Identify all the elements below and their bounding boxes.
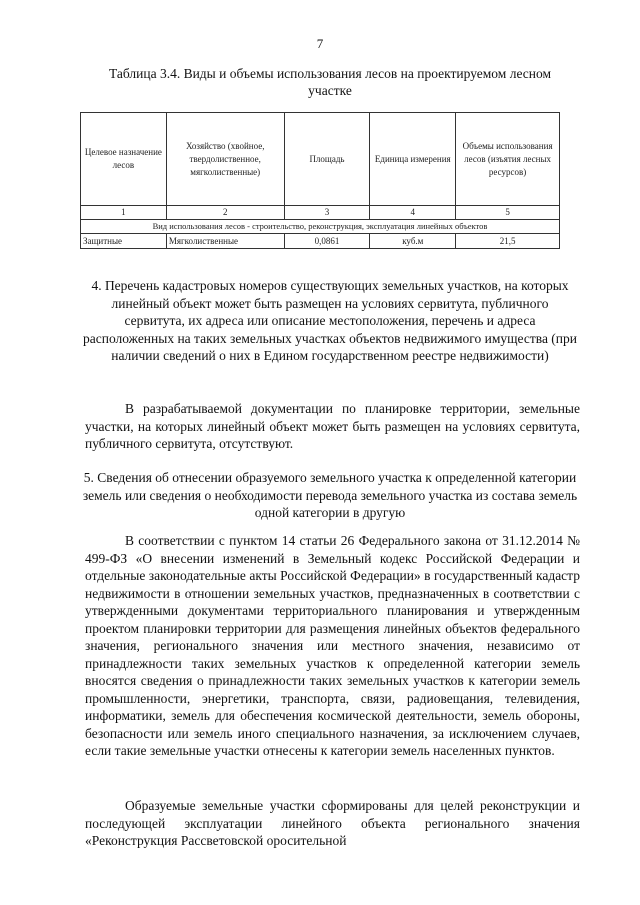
table-cell: Мягколиственные	[166, 234, 284, 249]
usage-type-row	[81, 220, 560, 234]
table-caption: Таблица 3.4. Виды и объемы использования лесов на проектируемом лесном участке	[108, 66, 552, 98]
table-cell: куб.м	[370, 234, 456, 249]
column-number: 4	[370, 206, 456, 220]
table-row	[81, 234, 560, 249]
column-number-row	[81, 206, 560, 220]
column-number: 1	[81, 206, 167, 220]
section-4-paragraph: В разрабатываемой документации по планировке территории, земельные участки, на которых линейный объект может быть размещен на условиях сервитута, публичного сервитута, отсутствуют.	[85, 401, 580, 451]
table-header-row	[81, 113, 560, 206]
header-cell: Целевое назначение лесов	[81, 113, 167, 206]
section-5-paragraph-1: В соответствии с пунктом 14 статьи 26 Федерального закона от 31.12.2014 № 499-ФЗ «О внесении изменений в Земельный кодекс Российской Федерации и отдельные законодательные акты Российской Федерации» в государственный кадастр недвижимости в отношении земельных участков, предназначенных в соответствии с утвержденными документами территориального планирования и утвержденным проектом планировки территории для размещения линейных объектов федерального значения, регионального значения или местного значения, независимо от принадлежности таких земельных участков к определенной категории земель вносятся сведения о принадлежности таких земельных участков к категории земель промышленности, энергетики, транспорта, связи, радиовещания, телевидения, информатики, земель для обеспечения космической деятельности, земель обороны, безопасности или земель иного специального назначения, за исключением случаев, если такие земельные участки отнесены к категории земель населенных пунктов.	[85, 533, 580, 758]
table-cell: 21,5	[456, 234, 560, 249]
section-4-heading: 4. Перечень кадастровых номеров существующих земельных участков, на которых линейный объект может быть размещен на условиях сервитута, публичного сервитута, их адреса или описание местоположения, перечень и адреса расположенных на таких земельных участках объектов недвижимого имущества (при наличии сведений о них в Едином государственном реестре недвижимости)	[82, 278, 577, 363]
table-cell: 0,0861	[284, 234, 370, 249]
header-cell: Объемы использования лесов (изъятия лесных ресурсов)	[456, 113, 560, 206]
usage-type-cell: Вид использования лесов - строительство, реконструкция, эксплуатация линейных объектов	[81, 220, 560, 234]
column-number: 5	[456, 206, 560, 220]
column-number: 3	[284, 206, 370, 220]
header-cell: Единица измерения	[370, 113, 456, 206]
forest-usage-table	[80, 112, 560, 249]
section-5-paragraph-2: Образуемые земельные участки сформированы для целей реконструкции и последующей эксплуатации линейного объекта регионального значения «Реконструкция Рассветовской оросительной	[85, 798, 580, 848]
page-number: 7	[316, 36, 324, 51]
header-cell: Площадь	[284, 113, 370, 206]
column-number: 2	[166, 206, 284, 220]
section-5-heading: 5. Сведения об отнесении образуемого земельного участка к определенной категории земель или сведения о необходимости перевода земельного участка из состава земель одной категории в другую	[82, 470, 578, 520]
table-cell: Защитные	[81, 234, 167, 249]
header-cell: Хозяйство (хвойное, твердолиственное, мягколиственные)	[166, 113, 284, 206]
